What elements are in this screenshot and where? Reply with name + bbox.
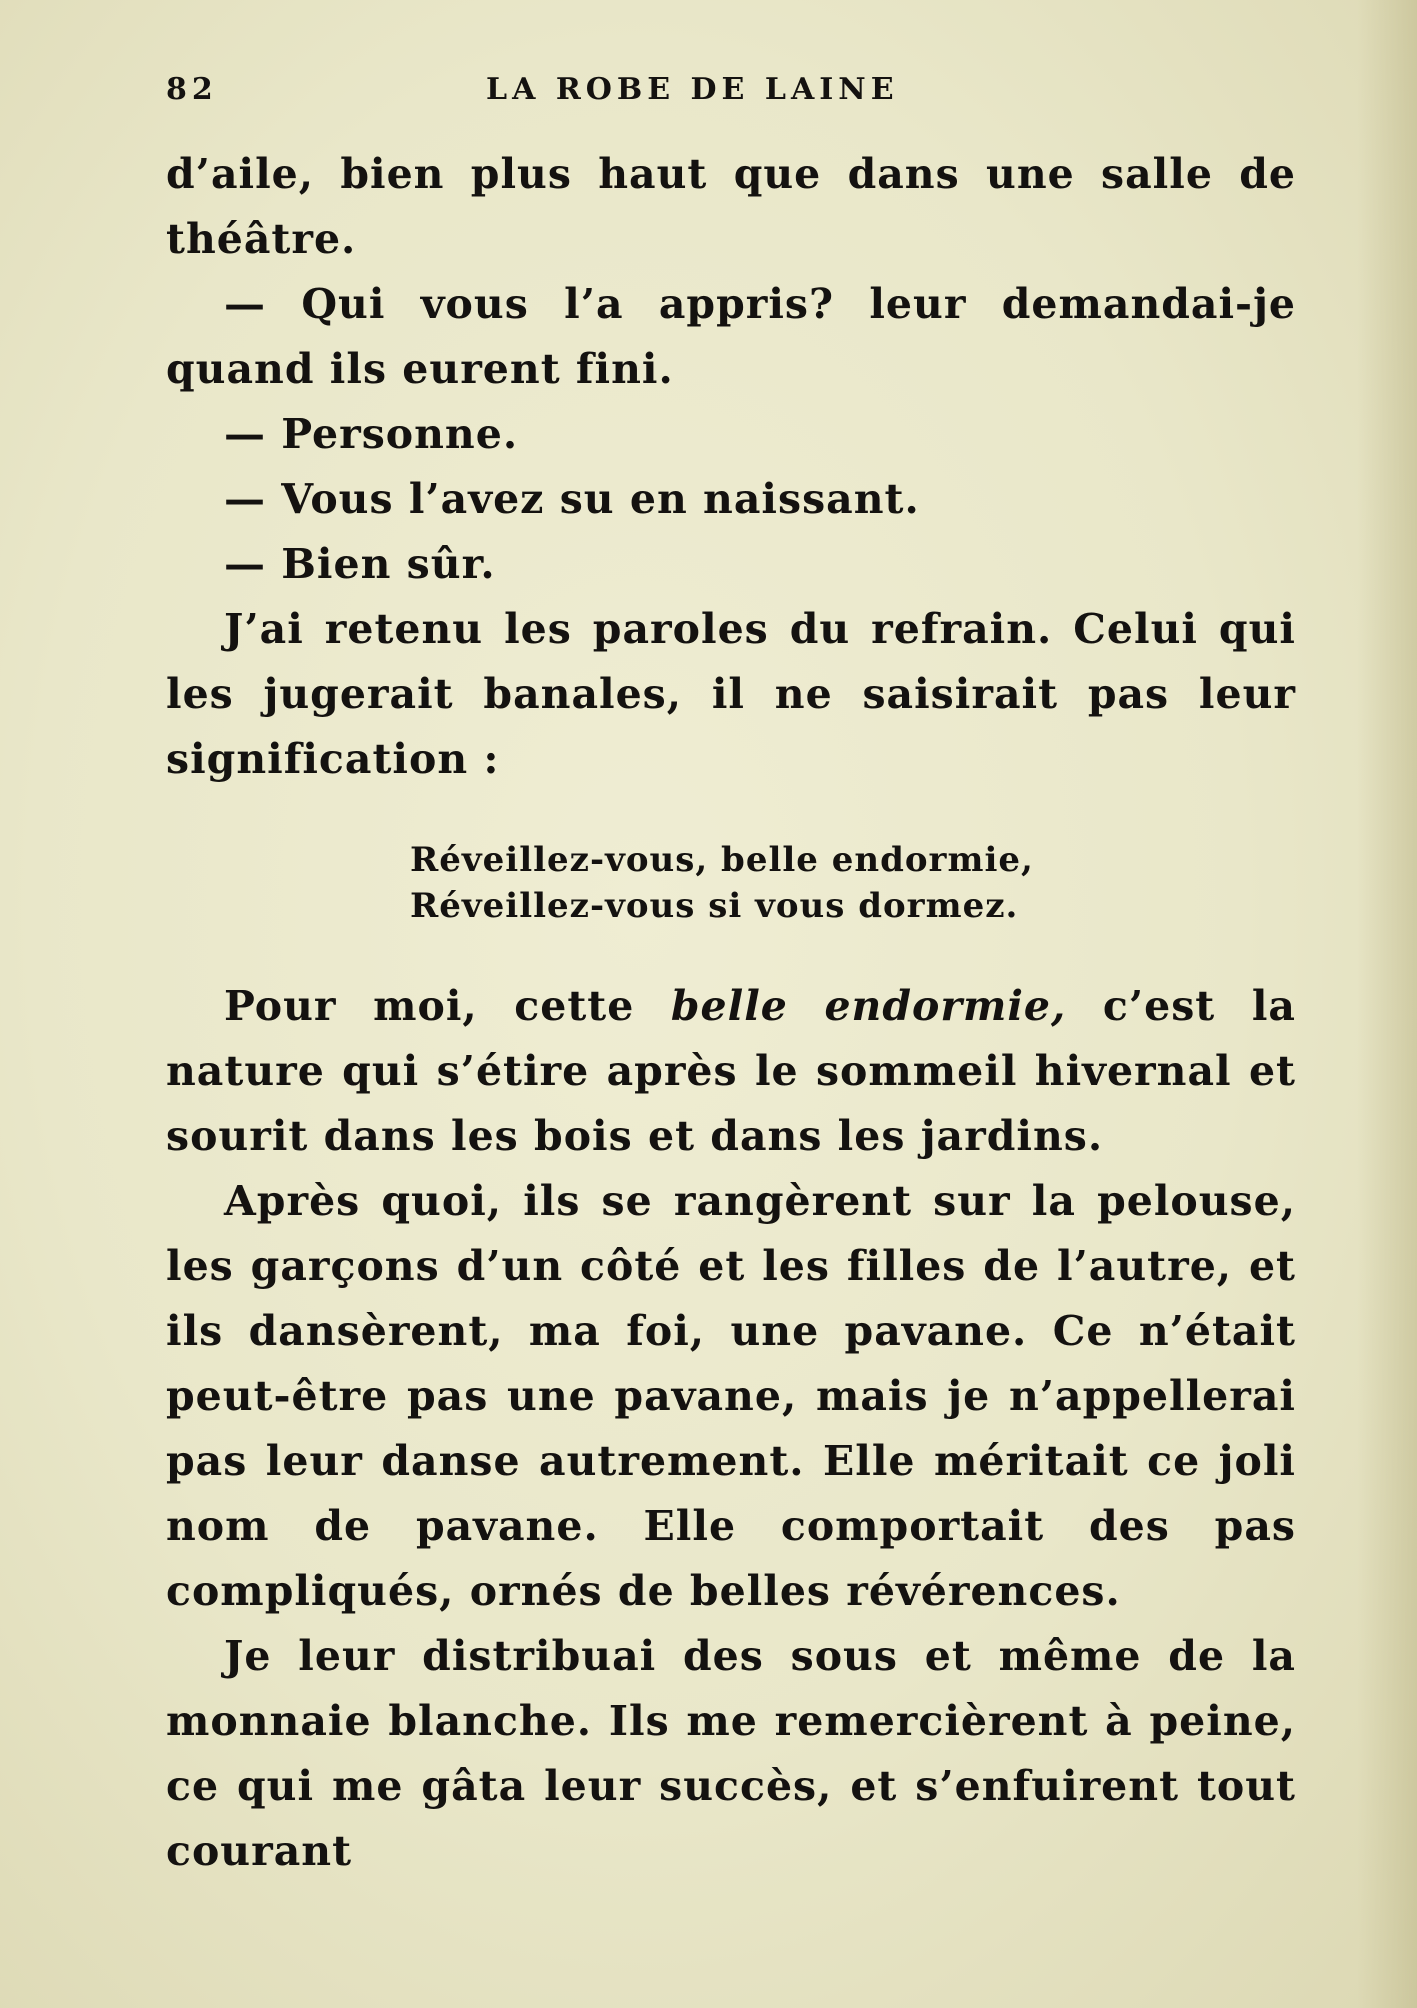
dialogue-reply-naissant: — Vous l’avez su en naissant.	[224, 475, 920, 523]
paragraph-pavane: Après quoi, ils se rangèrent sur la pelouse, les garçons d’un côté et les filles de l’autre, et ils dansèrent, ma foi, une pavane. Ce n’était peut-être pas une pavane, mais je n’appellerai pas leur danse autrement. Elle méritait ce joli nom de pavane. Elle comportait des pas compliqués, ornés de belles révérences.	[166, 1177, 1296, 1615]
italic-belle-endormie: belle endormie,	[670, 982, 1067, 1030]
book-title: LA ROBE DE LAINE	[486, 72, 899, 107]
verse-line-1: Réveillez-vous, belle endormie,	[410, 840, 1034, 880]
paragraph-distribution: Je leur distribuai des sous et même de la monnaie blanche. Ils me remercièrent à peine, ce qui me gâta leur succès, et s’enfuirent tout courant	[166, 1632, 1296, 1875]
page-number: 82	[166, 72, 218, 107]
paragraph-belle-endormie	[166, 974, 1296, 1169]
text-block	[166, 142, 1296, 1884]
paragraph-continuation: d’aile, bien plus haut que dans une salle de théâtre.	[166, 150, 1296, 263]
paragraph-belle-endormie-start: Pour moi, cette	[224, 982, 671, 1030]
paragraph-refrain-intro: J’ai retenu les paroles du refrain. Celui qui les jugerait banales, il ne saisirait pas leur signification :	[166, 605, 1296, 783]
dialogue-reply-personne: — Personne.	[224, 410, 519, 458]
paragraph-belle-endormie-end: c’est la nature qui s’étire après le sommeil hivernal et sourit dans les bois et dans les jardins.	[166, 982, 1296, 1160]
dialogue-question: — Qui vous l’a appris? leur demandai-je quand ils eurent fini.	[166, 280, 1296, 393]
verse-block	[410, 837, 1296, 929]
running-head	[166, 72, 986, 112]
dialogue-reply-bien-sur: — Bien sûr.	[224, 540, 496, 588]
verse-line-2: Réveillez-vous si vous dormez.	[410, 886, 1019, 926]
